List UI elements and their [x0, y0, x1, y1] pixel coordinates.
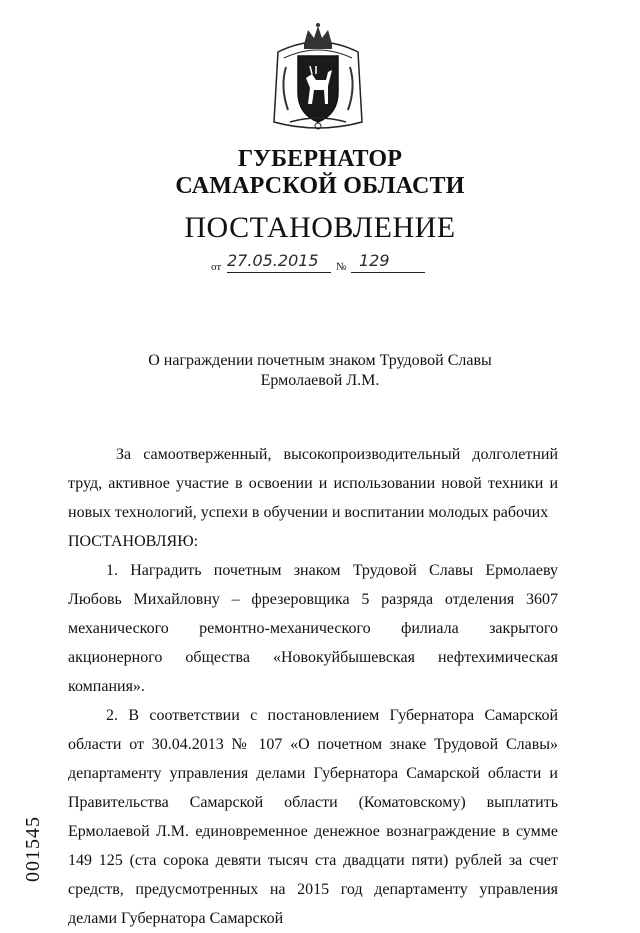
item-1-paragraph: 1. Наградить почетным знаком Трудовой Славы Ермолаеву Любовь Михайловну – фрезеровщика 5 разряда отделения 3607 механического ремонтно-механического филиала закрытого акционерного общества «Новокуйбышевская нефтехимическая компания».	[68, 562, 558, 695]
subject-block	[0, 351, 640, 391]
number-prefix: №	[336, 261, 347, 273]
date-prefix: от	[211, 261, 222, 273]
issuer-title-line2: САМАРСКОЙ ОБЛАСТИ	[175, 173, 465, 199]
number-handwritten: 129	[359, 251, 390, 270]
resolve-keyword: ПОСТАНОВЛЯЮ:	[68, 533, 199, 550]
side-serial-number: 001545	[22, 816, 44, 882]
document-type: ПОСТАНОВЛЕНИЕ	[184, 211, 456, 244]
coat-of-arms-icon	[270, 22, 366, 134]
subject-line2: Ермолаевой Л.М.	[260, 372, 380, 389]
item-2-paragraph: 2. В соответствии с постановлением Губернатора Самарской области от 30.04.2013 № 107 «О почетном знаке Трудовой Славы» департаменту управления делами Губернатора Самарской области и Правительства Самарской области (Коматовскому) выплатить Ермолаевой Л.М. единовременное денежное вознаграждение в сумме 149 125 (ста сорока девяти тысяч ста двадцати пяти) рублей за счет средств, предусмотренных на 2015 год департаменту управления делами Губернатора Самарской	[68, 707, 558, 927]
subject-line1: О награждении почетным знаком Трудовой Славы	[148, 352, 492, 369]
document-body	[68, 440, 558, 933]
date-underline	[227, 272, 331, 273]
number-underline	[351, 272, 425, 273]
date-handwritten: 27.05.2015	[227, 251, 319, 270]
preamble-paragraph: За самоотверженный, высокопроизводительный долголетний труд, активное участие в освоении и использовании новой техники и новых технологий, успехи в обучении и воспитании молодых рабочих	[68, 446, 558, 521]
issuer-title-line1: ГУБЕРНАТОР	[237, 146, 403, 172]
